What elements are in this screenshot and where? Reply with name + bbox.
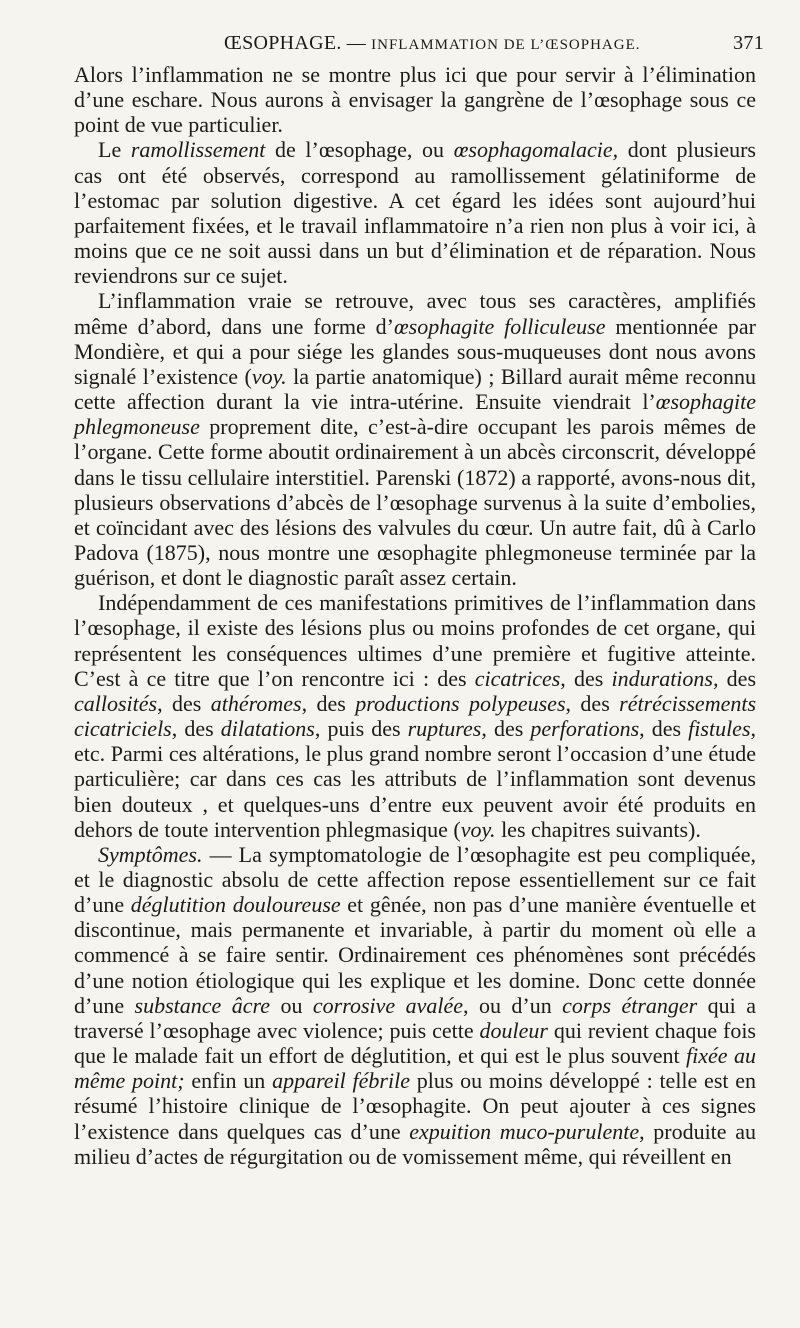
text-run: proprement dite, c’est-à-dire occupant les parois mêmes de l’organe. Cette forme aboutit ordinairement à un abcès circonscrit, développé dans le tissu cellulaire interstitiel. Parenski (1872) a rapporté, avons-nous dit, plusieurs observations d’abcès de l’œsophage survenus à la suite d’embolies, et coïncidant avec des lésions des valvules du cœur. Un autre fait, dû à Carlo Padova (1875), nous montre une œsophagite phlegmoneuse terminée par la guérison, et dont le diagnostic paraît assez certain. (74, 414, 756, 591)
text-run: dont plusieurs cas ont été observés, correspond au ramollissement gélatiniforme de l’estomac par solution digestive. A cet égard les idées sont aujourd’hui parfaitement fixées, et le travail inflammatoire n’a rien non plus à voir ici, à moins que ce ne soit aussi dans un but d’élimination et de réparation. Nous reviendrons sur ce sujet. (74, 137, 756, 289)
italic-run: indurations, (611, 665, 719, 691)
page-number: 371 (733, 32, 764, 54)
body-text (74, 62, 756, 1169)
paragraph (74, 62, 756, 137)
italic-run: corps étranger (562, 992, 698, 1018)
italic-run: fixée au même point; (74, 1043, 756, 1094)
text-run: , puis des (314, 716, 408, 742)
italic-run: voy. (460, 816, 496, 842)
text-run: , des (301, 690, 356, 716)
italic-run: voy. (251, 363, 287, 389)
text-run: , des (560, 665, 612, 691)
text-run: Indépendamment de ces manifestations primitives de l’inflammation dans l’œsophage, il existe des lésions plus ou moins profondes de cet organe, qui représentent les conséquences ultimes d’une première et fugitive atteinte. C’est à ce titre que l’on rencontre ici : des (74, 590, 756, 691)
text-run: , des (481, 716, 531, 742)
text-run: des (718, 665, 757, 691)
italic-run: appareil fébrile (272, 1068, 410, 1094)
text-run: les chapitres suivants). (495, 816, 701, 842)
paragraph (74, 842, 756, 1169)
italic-run: dilatations (220, 716, 315, 742)
italic-run: œsophagomalacie, (453, 137, 619, 163)
text-run: enfin un (184, 1068, 273, 1094)
text-run: et gênée, non pas d’une manière éventuelle et discontinue, mais permanente et invariable, à partir du moment où elle a commencé à se faire sentir. Ordinairement ces phénomènes sont précédés d’une notion étiologique qui les explique et les domine. Donc cette donnée d’une (74, 892, 756, 1018)
text-run: , ou d’un (463, 992, 563, 1018)
text-run: la partie anatomique) ; Billard aurait même reconnu cette affection durant la vie intra-utérine. Ensuite viendrait l’ (74, 363, 756, 415)
italic-run: perforations (530, 716, 640, 742)
italic-run: callosités (74, 690, 158, 716)
text-run: ou (270, 992, 313, 1018)
text-run: de l’œsophage, ou (265, 137, 454, 163)
paragraph (74, 137, 756, 288)
italic-run: douleur (479, 1017, 548, 1043)
italic-run: athéromes (210, 690, 302, 716)
text-run: mentionnée par Mondière, et qui a pour siége les glandes sous-muqueuses dont nous avons signalé l’existence ( (74, 313, 756, 389)
italic-run: substance âcre (134, 992, 271, 1018)
running-title-sub: INFLAMMATION DE L’ŒSOPHAGE. (371, 37, 641, 53)
text-run: , etc. Parmi ces altérations, le plus grand nombre seront l’occasion d’une étude particulière; car dans ces cas les attributs de l’inflammation sont devenus bien douteux , et quelques-uns d’entre eux peuvent avoir été produits en dehors de toute intervention phlegmasique ( (74, 716, 757, 842)
italic-run: corrosive avalée (312, 992, 464, 1018)
running-title-main: ŒSOPHAGE. (224, 32, 342, 54)
italic-run: cicatrices (474, 665, 561, 691)
text-run: — La symptomatologie de l’œsophagite est peu compliquée, et le diagnostic absolu de cette affection repose essentiellement sur ce fait d’une (74, 841, 756, 918)
text-run: Alors l’inflammation ne se montre plus ici que pour servir à l’élimination d’une eschare. Nous aurons à envisager la gangrène de l’œsophage sous ce point de vue particulier. (74, 62, 756, 138)
italic-run: productions polypeuses (355, 690, 566, 716)
italic-run: fistules (688, 716, 751, 742)
text-run: , des (565, 690, 620, 716)
text-run: L’inflammation vraie se retrouve, avec tous ses caractères, amplifiés même d’abord, dans une forme d’ (74, 288, 756, 339)
text-run: , des (157, 690, 211, 716)
text-run: , des (171, 716, 221, 742)
italic-run: œsophagite folliculeuse (393, 313, 606, 339)
running-header (74, 32, 764, 58)
text-run: , produite au milieu d’actes de régurgitation ou de vomissement même, qui réveillent en (74, 1118, 756, 1169)
running-title-dash: — (341, 33, 372, 54)
italic-run: expuition muco-purulente (409, 1118, 640, 1144)
running-title (224, 32, 641, 55)
text-run: , des (639, 716, 689, 742)
text-run: qui revient chaque fois que le malade fait un effort de déglutition, et qui est le plus souvent (74, 1017, 756, 1069)
italic-run: Symptômes. (98, 841, 203, 867)
paragraph (74, 590, 756, 842)
italic-run: ruptures (407, 716, 482, 742)
text-run: qui a traversé l’œsophage avec violence; puis cette (74, 992, 756, 1043)
italic-run: rétrécissements cicatriciels (74, 690, 757, 742)
italic-run: œsophagite phlegmoneuse (74, 389, 756, 440)
text-run: plus ou moins développé : telle est en résumé l’histoire clinique de l’œsophagite. On peut ajouter à ces signes l’existence dans quelques cas d’une (74, 1068, 757, 1144)
text-run: Le (98, 137, 131, 163)
italic-run: déglutition douloureuse (130, 892, 341, 918)
paragraph (74, 288, 756, 590)
italic-run: ramollissement (130, 137, 266, 163)
